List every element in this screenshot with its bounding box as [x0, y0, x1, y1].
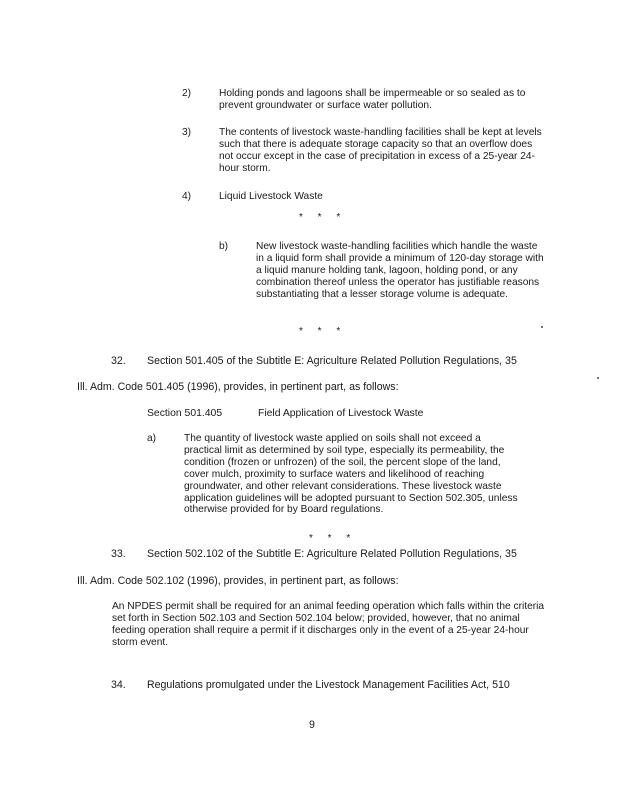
- paragraph-34-line-1: Regulations promulgated under the Livestock Management Facilities Act, 510: [147, 679, 510, 691]
- item-4-heading: Liquid Livestock Waste: [219, 191, 323, 202]
- paragraph-32-number: 32.: [111, 355, 126, 367]
- paragraph-33-number: 33.: [111, 548, 126, 560]
- item-a-number: a): [147, 433, 157, 444]
- section-label: Section 501.405: [147, 408, 223, 419]
- paragraph-33-line-2: Ill. Adm. Code 502.102 (1996), provides, in pertinent part, as follows:: [77, 575, 399, 587]
- paragraph-33-line-1: Section 502.102 of the Subtitle E: Agriculture Related Pollution Regulations, 35: [147, 548, 517, 560]
- ellipsis-stars: * * *: [309, 533, 357, 544]
- scan-speck: [541, 326, 543, 328]
- item-2-text: Holding ponds and lagoons shall be impermeable or so sealed as to prevent groundwater or surface water pollution.: [219, 88, 526, 111]
- item-3-number: 3): [182, 127, 192, 138]
- ellipsis-stars: * * *: [299, 326, 347, 337]
- paragraph-32-line-1: Section 501.405 of the Subtitle E: Agriculture Related Pollution Regulations, 35: [147, 355, 517, 367]
- npdes-quote: An NPDES permit shall be required for an animal feeding operation which falls within the criteria set forth in Section 502.103 and Section 502.104 below; provided, however, that no animal feeding operation shall require a permit if it discharges only in the event of a 25-year 24-hour storm event.: [112, 601, 545, 648]
- item-2-number: 2): [182, 88, 192, 99]
- scan-speck: [597, 377, 599, 379]
- section-title: Field Application of Livestock Waste: [258, 408, 424, 419]
- paragraph-34-number: 34.: [111, 679, 126, 691]
- sub-item-b-text: New livestock waste-handling facilities which handle the waste in a liquid form shall provide a minimum of 120-day storage with a liquid manure holding tank, lagoon, holding pond, or any combination thereof unless the operator has justifiable reasons substantiating that a lesser storage volume is adequate.: [256, 241, 544, 300]
- paragraph-32-line-2: Ill. Adm. Code 501.405 (1996), provides, in pertinent part, as follows:: [77, 381, 399, 393]
- item-3-text: The contents of livestock waste-handling facilities shall be kept at levels such that there is adequate storage capacity so that an overflow does not occur except in the case of precipitation in excess of a 25-year 24-hour storm.: [219, 127, 542, 174]
- page-number: 9: [309, 719, 315, 731]
- ellipsis-stars: * * *: [299, 212, 347, 223]
- sub-item-b-number: b): [219, 241, 229, 252]
- item-4-number: 4): [182, 191, 192, 202]
- item-a-text: The quantity of livestock waste applied on soils shall not exceed a practical limit as determined by soil type, especially its permeability, the condition (frozen or unfrozen) of the soil, the percent slope of the land, cover mulch, proximity to surface waters and likelihood of reaching groundwater, and other relevant considerations. These livestock waste application guidelines will be adopted pursuant to Section 502.305, unless otherwise provided for by Board regulations.: [184, 433, 518, 516]
